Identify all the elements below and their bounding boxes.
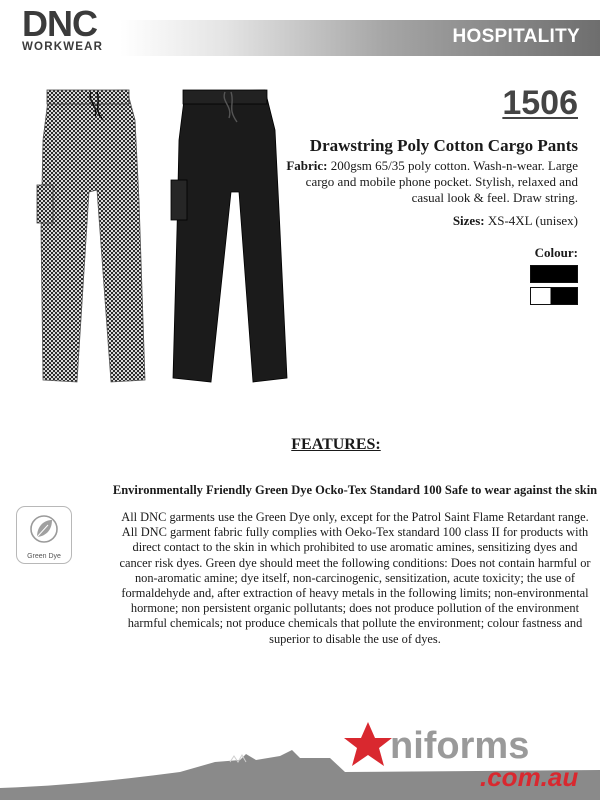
product-code: 1506 [502, 84, 578, 122]
sizes-text: XS-4XL (unisex) [487, 213, 578, 228]
logo-sub-text: WORKWEAR [22, 41, 104, 53]
colour-label: Colour: [534, 245, 578, 260]
features-heading: FEATURES: [291, 436, 381, 453]
fabric-label: Fabric: [286, 158, 328, 173]
green-dye-badge-label: Green Dye [27, 553, 61, 560]
category-banner [120, 20, 600, 56]
green-dye-heading: Environmentally Friendly Green Dye Ocko-Tex Standard 100 Safe to wear against the skin [112, 483, 598, 497]
colour-swatch-white-black [530, 287, 578, 305]
green-dye-badge [16, 506, 72, 564]
black-pants-image [171, 90, 287, 382]
checked-pants-image [37, 90, 145, 382]
star-icon [344, 722, 392, 766]
product-title: Drawstring Poly Cotton Cargo Pants [309, 136, 578, 155]
leaf-icon [17, 507, 73, 551]
footer-domain-text: .com.au [480, 762, 579, 792]
sizes-label: Sizes: [452, 213, 485, 228]
dnc-logo [22, 3, 118, 58]
category-label: HOSPITALITY [452, 26, 580, 47]
logo-main-text: DNC [22, 3, 97, 44]
product-pants-images [35, 80, 295, 390]
colour-swatch-black [530, 265, 578, 283]
fabric-description [278, 158, 578, 206]
uniforms-footer-logo [0, 700, 600, 800]
green-dye-description: All DNC garments use the Green Dye only, except for the Patrol Saint Flame Retardant range. All DNC garment fabric fully complies with Oeko-Tex standard 100 class II for products with direct contact to the skin in which prohibited to use aromatic amines, sensitizing dyes and cancer risk dyes. Green dye should meet the following conditions: Does not contain harmful or non-aromatic amine; dye itself, non-carcinogenic, sensitization, acute toxicity; the use of formaldehyde and, after extraction of heavy metals in the following limits; non-environmental hormone; non persistent organic pollutants; does not produce pollution of the environment harmful chemicals; not produce chemicals that pollute the environment; colour fastness and superior to disable the use of dyes. [119, 510, 591, 646]
footer-brand-text: niforms [390, 725, 530, 767]
fabric-text: 200gsm 65/35 poly cotton. Wash-n-wear. Large cargo and mobile phone pocket. Stylish, relaxed and casual look & feel. Draw string. [305, 158, 578, 205]
sizes-info [453, 213, 578, 229]
